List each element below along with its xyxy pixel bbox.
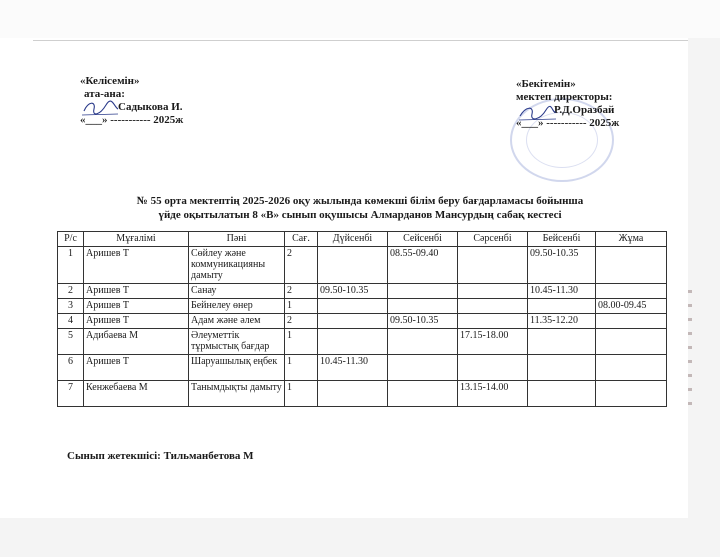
table-cell [388,381,458,407]
director-signature [516,104,558,126]
table-cell [596,355,667,381]
table-cell: 3 [58,299,84,314]
table-row [58,355,667,381]
table-cell: 1 [285,355,318,381]
table-row [58,247,667,284]
column-header: Р/с [58,232,84,247]
column-header: Бейсенбі [528,232,596,247]
table-cell [528,329,596,355]
table-cell: Адибаева М [84,329,189,355]
approval-date: «___» ----------- 2025ж [80,114,184,126]
table-cell: 6 [58,355,84,381]
table-row [58,381,667,407]
table-cell: 10.45-11.30 [528,284,596,299]
table-cell: 1 [285,381,318,407]
approval-role: ата-ана: [84,88,125,100]
table-cell: 2 [285,247,318,284]
table-cell [318,299,388,314]
table-cell [528,299,596,314]
table-cell [318,314,388,329]
table-cell [596,329,667,355]
table-cell [596,247,667,284]
table-cell: Танымдықты дамыту [189,381,285,407]
table-cell [458,247,528,284]
table-cell: 1 [285,329,318,355]
page-edge-shadow [33,40,688,41]
parent-signature [80,97,120,121]
table-cell: Адам және әлем [189,314,285,329]
table-cell: 17.15-18.00 [458,329,528,355]
column-header: Мұғалімі [84,232,189,247]
table-row [58,314,667,329]
table-cell: 2 [58,284,84,299]
table-cell: 08.55-09.40 [388,247,458,284]
table-cell: 09.50-10.35 [318,284,388,299]
table-cell [388,284,458,299]
column-header: Жұма [596,232,667,247]
approval-date: «___» ----------- 2025ж [516,117,620,129]
table-cell: 7 [58,381,84,407]
column-header: Дүйсенбі [318,232,388,247]
table-cell: 2 [285,314,318,329]
table-cell: Сөйлеу және коммуникацияны дамыту [189,247,285,284]
table-cell: 2 [285,284,318,299]
approval-title: «Бекітемін» [516,78,576,90]
column-header: Пәні [189,232,285,247]
table-header-row [58,232,667,247]
table-cell: Кенжебаева М [84,381,189,407]
class-teacher-label: Сынып жетекшісі: Тильманбетова М [67,450,254,462]
table-row [58,284,667,299]
table-cell: Аришев Т [84,355,189,381]
schedule-table [57,231,667,407]
table-cell [458,314,528,329]
document-title-line-1: № 55 орта мектептің 2025-2026 оқу жылында көмекші білім беру бағдарламасы бойынша [136,195,584,207]
table-cell [318,381,388,407]
table-cell: 08.00-09.45 [596,299,667,314]
table-cell [318,329,388,355]
table-cell: 10.45-11.30 [318,355,388,381]
table-cell: Шаруашылық еңбек [189,355,285,381]
table-cell [388,299,458,314]
table-cell: Санау [189,284,285,299]
table-cell [458,284,528,299]
approval-role: мектеп директоры: [516,91,613,103]
table-cell [596,284,667,299]
column-header: Сағ. [285,232,318,247]
margin-marks [688,290,692,410]
table-cell [596,381,667,407]
table-cell [458,299,528,314]
approval-name: Садыкова И. [118,101,183,113]
table-cell [528,381,596,407]
approval-title: «Келісемін» [80,75,140,87]
document-title-line-2: үйде оқытылатын 8 «В» сынып оқушысы Алмарданов Мансурдың сабақ кестесі [158,209,562,221]
table-cell [458,355,528,381]
table-cell: 13.15-14.00 [458,381,528,407]
table-cell: 1 [58,247,84,284]
table-cell: Аришев Т [84,247,189,284]
table-cell: Аришев Т [84,314,189,329]
scan-background [0,0,720,38]
table-cell [388,329,458,355]
table-cell: 09.50-10.35 [388,314,458,329]
table-cell [318,247,388,284]
table-cell: Аришев Т [84,299,189,314]
table-row [58,329,667,355]
column-header: Сәрсенбі [458,232,528,247]
table-cell [596,314,667,329]
table-cell: Аришев Т [84,284,189,299]
approval-name: Р.Д.Оразбай [554,104,615,116]
table-row [58,299,667,314]
column-header: Сейсенбі [388,232,458,247]
table-cell: 11.35-12.20 [528,314,596,329]
table-cell [528,355,596,381]
table-cell [388,355,458,381]
table-cell: 09.50-10.35 [528,247,596,284]
table-cell: Әлеуметтік тұрмыстық бағдар [189,329,285,355]
table-cell: 4 [58,314,84,329]
table-cell: 1 [285,299,318,314]
table-cell: Бейнелеу өнер [189,299,285,314]
table-cell: 5 [58,329,84,355]
